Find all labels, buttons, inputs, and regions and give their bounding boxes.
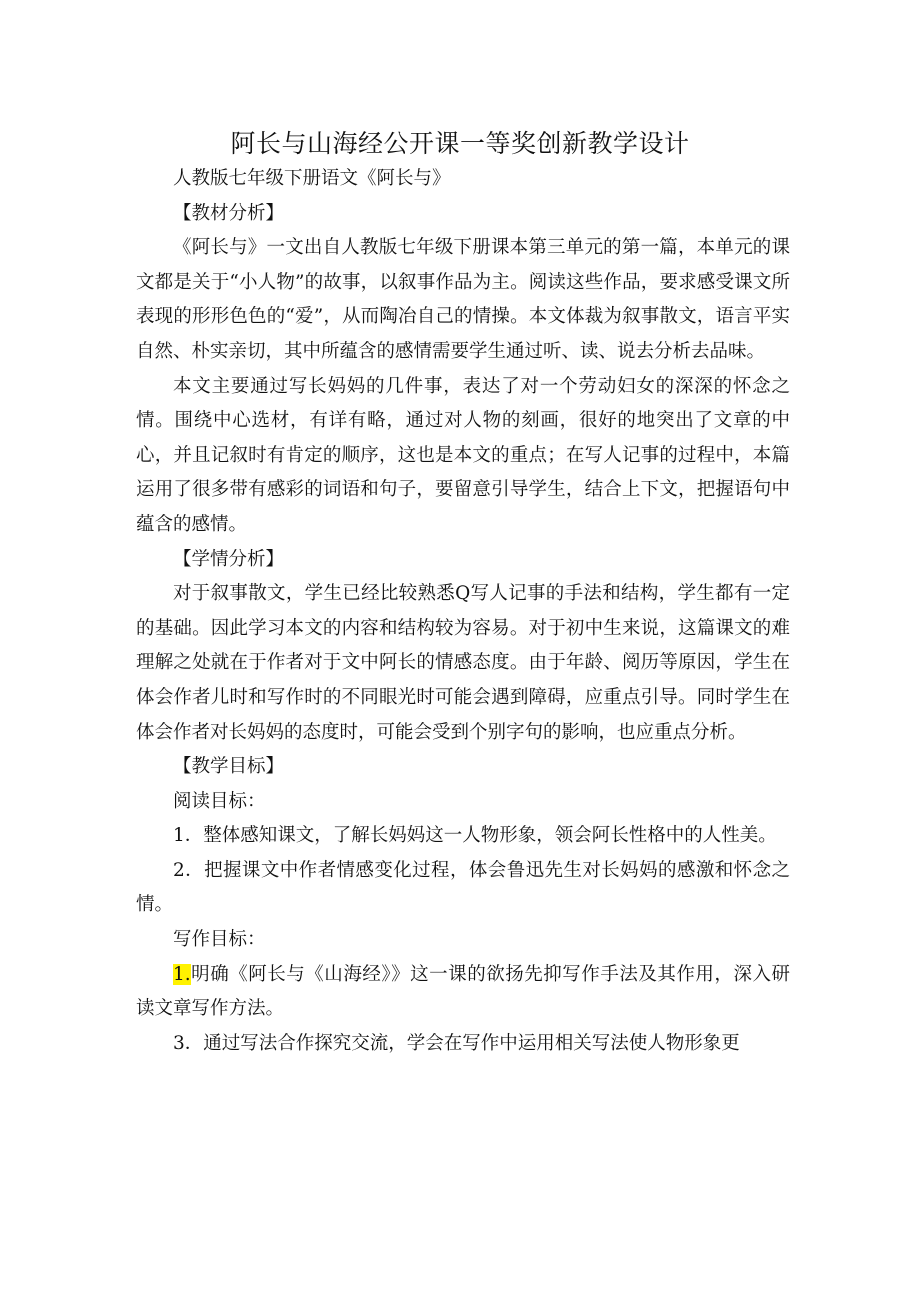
writing-goal-item [136, 958, 790, 1027]
section-heading-textbook-analysis: 【教材分析】 [173, 202, 285, 224]
document-body [136, 162, 790, 1061]
reading-goal-item: 2．把握课文中作者情感变化过程，体会鲁迅先生对长妈妈的感激和怀念之情。 [136, 859, 790, 916]
subtitle: 人教版七年级下册语文《阿长与》 [173, 168, 451, 189]
reading-goal-item: 1．整体感知课文，了解长妈妈这一人物形象，领会阿长性格中的人性美。 [173, 825, 777, 847]
reading-goals-label: 阅读目标： [173, 790, 266, 812]
section-heading-student-analysis: 【学情分析】 [173, 548, 285, 570]
highlighted-number: 1. [173, 963, 191, 985]
section-heading-teaching-goals: 【教学目标】 [173, 756, 285, 778]
paragraph: 《阿长与》一文出自人教版七年级下册课本第三单元的第一篇，本单元的课文都是关于“小人物”的故事，以叙事作品为主。阅读这些作品，要求感受课文所表现的形形色色的“爱”，从而陶冶自己的情操。本文体裁为叙事散文，语言平实自然、朴实亲切，其中所蕴含的感情需要学生通过听、读、说去分析去品味。 [136, 237, 790, 362]
writing-goals-label: 写作目标： [173, 929, 266, 951]
writing-goal-text: 明确《阿长与《山海经》》这一课的欲扬先抑写作手法及其作用，深入研读文章写作方法。 [136, 963, 790, 1020]
document-title: 阿长与山海经公开课一等奖创新教学设计 [230, 129, 690, 158]
paragraph: 对于叙事散文，学生已经比较熟悉Q写人记事的手法和结构，学生都有一定的基础。因此学习本文的内容和结构较为容易。对于初中生来说，这篇课文的难理解之处就在于作者对于文中阿长的情感态度。由于年龄、阅历等原因，学生在体会作者儿时和写作时的不同眼光时可能会遇到障碍，应重点引导。同时学生在体会作者对长妈妈的态度时，可能会受到个别字句的影响，也应重点分析。 [136, 583, 790, 743]
paragraph: 本文主要通过写长妈妈的几件事，表达了对一个劳动妇女的深深的怀念之情。围绕中心选材，有详有略，通过对人物的刻画，很好的地突出了文章的中心，并且记叙时有肯定的顺序，这也是本文的重点；在写人记事的过程中，本篇运用了很多带有感彩的词语和句子，要留意引导学生，结合上下文，把握语句中蕴含的感情。 [136, 375, 790, 535]
writing-goal-item: 3．通过写法合作探究交流，学会在写作中运用相关写法使人物形象更 [173, 1032, 740, 1054]
